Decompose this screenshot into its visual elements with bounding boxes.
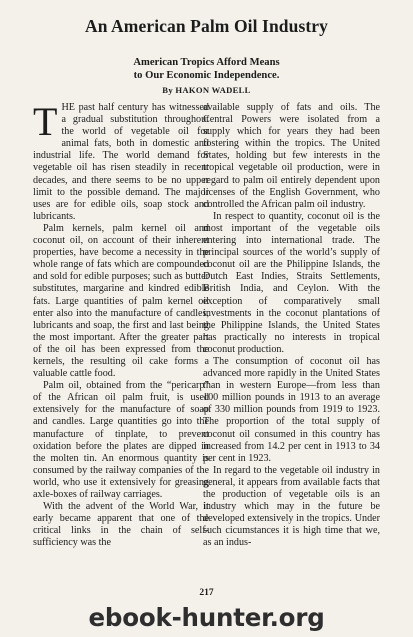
article-subtitle: [0, 56, 413, 82]
subtitle-line-2: to Our Economic Independence.: [133, 70, 280, 81]
paragraph-8: In regard to the vegetable oil industry in general, it appears from available facts that the production of vegetable oils is an industry which may in the future be developed extensively in the tropics. Under such cicumstances it is high time that we, as an indus-: [203, 464, 380, 549]
watermark-text: ebook-hunter.org: [88, 603, 325, 632]
paragraph-7: The consumption of coconut oil has advanced more rapidly in the United States than in western Europe—from less than 100 million pounds in 1913 to an average of 330 million pounds from 1919 to 1923. The proportion of the total supply of coconut oil consumed in this country has increased from 14.2 per cent in 1913 to 34 per cent in 1923.: [203, 355, 380, 464]
left-column: [33, 99, 209, 549]
right-column: [203, 102, 380, 549]
paragraph-6: In respect to quantity, coconut oil is the most important of the vegetable oils entering into international trade. The principal sources of the world’s supply of coconut oil are the Philippine Islands, the Dutch East Indies, Straits Settlements, British India, and Ceylon. With the exception of comparatively small investments in the coconut plantations of the Philippine Islands, the United States has practically no interests in tropical coconut production.: [203, 210, 380, 355]
paragraph-1-text: HE past half century has witnessed a gradual substitution throughout the world of vegetable oil for animal fats, both in domestic and industrial life. The world demand for vegetable oil has risen steadily in recent decades, and there seems to be no upper limit to the possible demand. The major uses are for edible oils, soap stock and lubricants.: [33, 102, 209, 222]
drop-cap: T: [33, 99, 58, 144]
paragraph-1: [33, 99, 209, 223]
paragraph-2: Palm kernels, palm kernel oil and coconut oil, on account of their inherent properties, have become a necessity in the whole range of fats which are compounded and sold for edible purposes; such as butter substitutes, margarine and kindred edible fats. Large quantities of palm kernel oil enter also into the manufacture of candles, lubricants and soap, the first and last being the most important. After the greater part of the oil has been expressed from the kernels, the resulting oil cake forms a valuable cattle food.: [33, 222, 209, 380]
paragraph-5: available supply of fats and oils. The Central Powers were isolated from a supply which for years they had been fostering within the tropics. The United States, holding but few interests in the tropical vegetable oil production, were in regard to palm oil entirely dependent upon licenses of the English Government, who controlled the African palm oil industry.: [203, 102, 380, 210]
article-title: An American Palm Oil Industry: [84, 16, 329, 36]
paragraph-4: With the advent of the World War, it early became apparent that one of the critical links in the chain of self-sufficiency was the: [33, 501, 209, 549]
paragraph-3: Palm oil, obtained from the “pericarp” of the African oil palm fruit, is used extensively for the manufacture of soap and candles. Large quantities go into the manufacture of tinplate, to prevent oxidation before the plates are dipped in the molten tin. An enormous quantity is consumed by the railway companies of the world, who use it extensively for greasing axle-boxes of railway carriages.: [33, 380, 209, 500]
subtitle-line-1: American Tropics Afford Means: [133, 57, 280, 68]
article-byline: By HAKON WADELL: [162, 85, 251, 95]
page-number: 217: [199, 588, 214, 598]
